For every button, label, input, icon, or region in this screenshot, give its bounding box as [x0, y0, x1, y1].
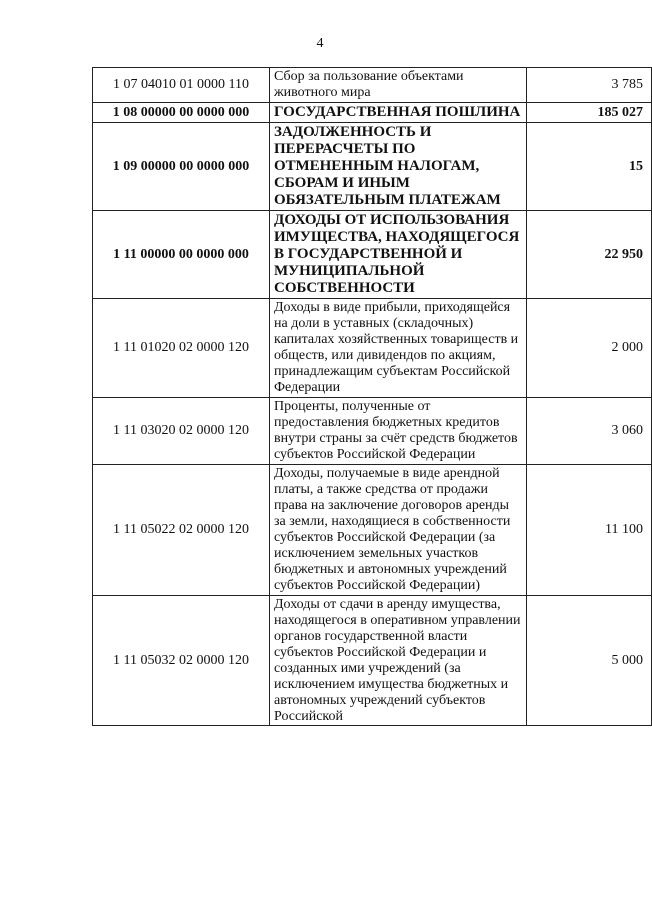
amount-cell: 11 100 — [527, 465, 652, 596]
budget-revenue-table — [92, 67, 652, 726]
amount-cell: 22 950 — [527, 211, 652, 299]
amount-cell: 3 785 — [527, 68, 652, 103]
revenue-name-cell: Проценты, полученные от предоставления бюджетных кредитов внутри страны за счёт средств бюджетов субъектов Российской Федерации — [270, 398, 527, 465]
budget-code-cell: 1 07 04010 01 0000 110 — [93, 68, 270, 103]
budget-code-cell: 1 09 00000 00 0000 000 — [93, 123, 270, 211]
budget-code-cell: 1 08 00000 00 0000 000 — [93, 103, 270, 123]
amount-cell: 185 027 — [527, 103, 652, 123]
revenue-name-cell: Сбор за пользование объектами животного мира — [270, 68, 527, 103]
revenue-name-cell: ДОХОДЫ ОТ ИСПОЛЬЗОВАНИЯ ИМУЩЕСТВА, НАХОДЯЩЕГОСЯ В ГОСУДАРСТВЕННОЙ И МУНИЦИПАЛЬНОЙ СОБСТВЕННОСТИ — [270, 211, 527, 299]
table-row — [93, 465, 652, 596]
table-row — [93, 68, 652, 103]
page-number: 4 — [316, 36, 324, 51]
revenue-name-text: Доходы от сдачи в аренду имущества, находящегося в оперативном управлении органов государственной власти субъектов Российской Федерации и созданных ими учреждений (за исключением имущества бюджетных и автономных учреждений субъектов Российской — [274, 597, 521, 724]
amount-cell: 5 000 — [527, 596, 652, 726]
table-row — [93, 123, 652, 211]
budget-code-cell: 1 11 05022 02 0000 120 — [93, 465, 270, 596]
table-row — [93, 398, 652, 465]
amount-cell: 2 000 — [527, 299, 652, 398]
table-row — [93, 103, 652, 123]
table-row — [93, 299, 652, 398]
revenue-name-cell: Доходы, получаемые в виде арендной платы, а также средства от продажи права на заключение договоров аренды за земли, находящиеся в собственности субъектов Российской Федерации (за исключением земельных участков бюджетных и автономных учреждений субъектов Российской Федерации) — [270, 465, 527, 596]
revenue-name-cell: ГОСУДАРСТВЕННАЯ ПОШЛИНА — [270, 103, 527, 123]
revenue-name-cell: Доходы в виде прибыли, приходящейся на доли в уставных (складочных) капиталах хозяйственных товариществ и обществ, или дивидендов по акциям, принадлежащим субъектам Российской Федерации — [270, 299, 527, 398]
amount-cell: 15 — [527, 123, 652, 211]
amount-cell: 3 060 — [527, 398, 652, 465]
revenue-name-cell — [270, 596, 527, 726]
budget-code-cell: 1 11 05032 02 0000 120 — [93, 596, 270, 726]
budget-code-cell: 1 11 03020 02 0000 120 — [93, 398, 270, 465]
budget-code-cell: 1 11 00000 00 0000 000 — [93, 211, 270, 299]
revenue-name-cell: ЗАДОЛЖЕННОСТЬ И ПЕРЕРАСЧЕТЫ ПО ОТМЕНЕННЫМ НАЛОГАМ, СБОРАМ И ИНЫМ ОБЯЗАТЕЛЬНЫМ ПЛАТЕЖАМ — [270, 123, 527, 211]
budget-code-cell: 1 11 01020 02 0000 120 — [93, 299, 270, 398]
table-row — [93, 211, 652, 299]
table-row — [93, 596, 652, 726]
